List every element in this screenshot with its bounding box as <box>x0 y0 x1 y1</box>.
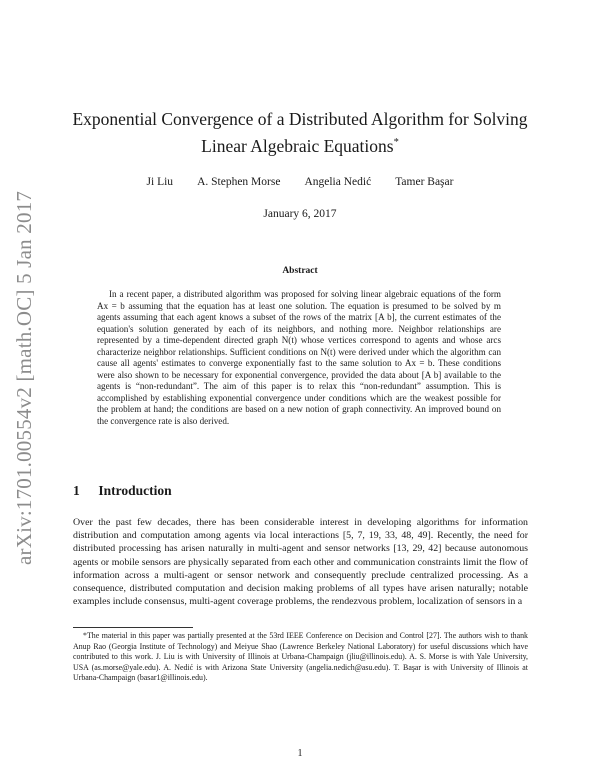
arxiv-stamp: arXiv:1701.00554v2 [math.OC] 5 Jan 2017 <box>12 190 36 565</box>
author-name: Tamer Başar <box>395 176 454 188</box>
paper-title <box>60 108 540 158</box>
abstract-heading: Abstract <box>282 266 318 276</box>
section-number: 1 <box>73 483 80 498</box>
title-line-2 <box>60 131 540 158</box>
author-name: A. Stephen Morse <box>197 176 281 188</box>
title-line-1: Exponential Convergence of a Distributed Algorithm for Solving <box>72 109 528 129</box>
author-list <box>60 176 540 188</box>
author-name: Angelia Nedić <box>304 176 372 188</box>
footnote-divider <box>73 627 193 628</box>
page-number: 1 <box>297 748 303 759</box>
section-heading <box>73 483 172 499</box>
title-footnote-mark: * <box>393 137 399 148</box>
footnote-text: *The material in this paper was partially presented at the 53rd IEEE Conference on Decision and Control [27]. The authors wish to thank Anup Rao (Georgia Institute of Technology) and Meiyue Shao (Lawrence Berkeley National Laboratory) for useful discussions which have contributed to this work. J. Liu is with University of Illinois at Urbana-Champaign (jliu@illinois.edu). A. S. Morse is with Yale University, USA (as.morse@yale.edu). A. Nedić is with Arizona State University (angelia.nedich@asu.edu). T. Başar is with University of Illinois at Urbana-Champaign (basar1@illinois.edu). <box>73 631 528 682</box>
title-line-2-text: Linear Algebraic Equations <box>201 135 394 156</box>
paper-date: January 6, 2017 <box>263 208 337 220</box>
introduction-text: Over the past few decades, there has been considerable interest in developing algorithms for information distribution and computation among agents via local interactions [5, 7, 19, 33, 48, 49]. Recently, the need for distributed processing has arisen naturally in multi-agent and sensor networks [13, 29, 42] because autonomous agents or mobile sensors are physically separated from each other and communication constraints limit the flow of information across a multi-agent or sensor network and consequently preclude centralized processing. As a consequence, distributed computation and decision making problems of all types have arisen naturally; notable examples include consensus, multi-agent coverage problems, the rendezvous problem, localization of sensors in a <box>73 517 528 608</box>
author-name: Ji Liu <box>146 176 174 188</box>
section-title: Introduction <box>98 483 172 498</box>
abstract-text: In a recent paper, a distributed algorithm was proposed for solving linear algebraic equations of the form Ax = b assuming that the equation has at least one solution. The equation is presumed to be solved by m agents assuming that each agent knows a subset of the rows of the matrix [A b], the current estimates of the equation's solution generated by each of its neighbors, and nothing more. Neighbor relationships are represented by a time-dependent directed graph N(t) whose vertices correspond to agents and whose arcs characterize neighbor relationships. Sufficient conditions on N(t) were derived under which the algorithm can cause all agents' estimates to converge exponentially fast to the same solution to Ax = b. These conditions were also shown to be necessary for exponential convergence, provided the data about [A b] available to the agents is “non-redundant”. The aim of this paper is to relax this “non-redundant” assumption. This is accomplished by establishing exponential convergence under conditions which are the weakest possible for the problem at hand; the conditions are based on a new notion of graph connectivity. An improved bound on the convergence rate is also derived. <box>97 289 501 427</box>
